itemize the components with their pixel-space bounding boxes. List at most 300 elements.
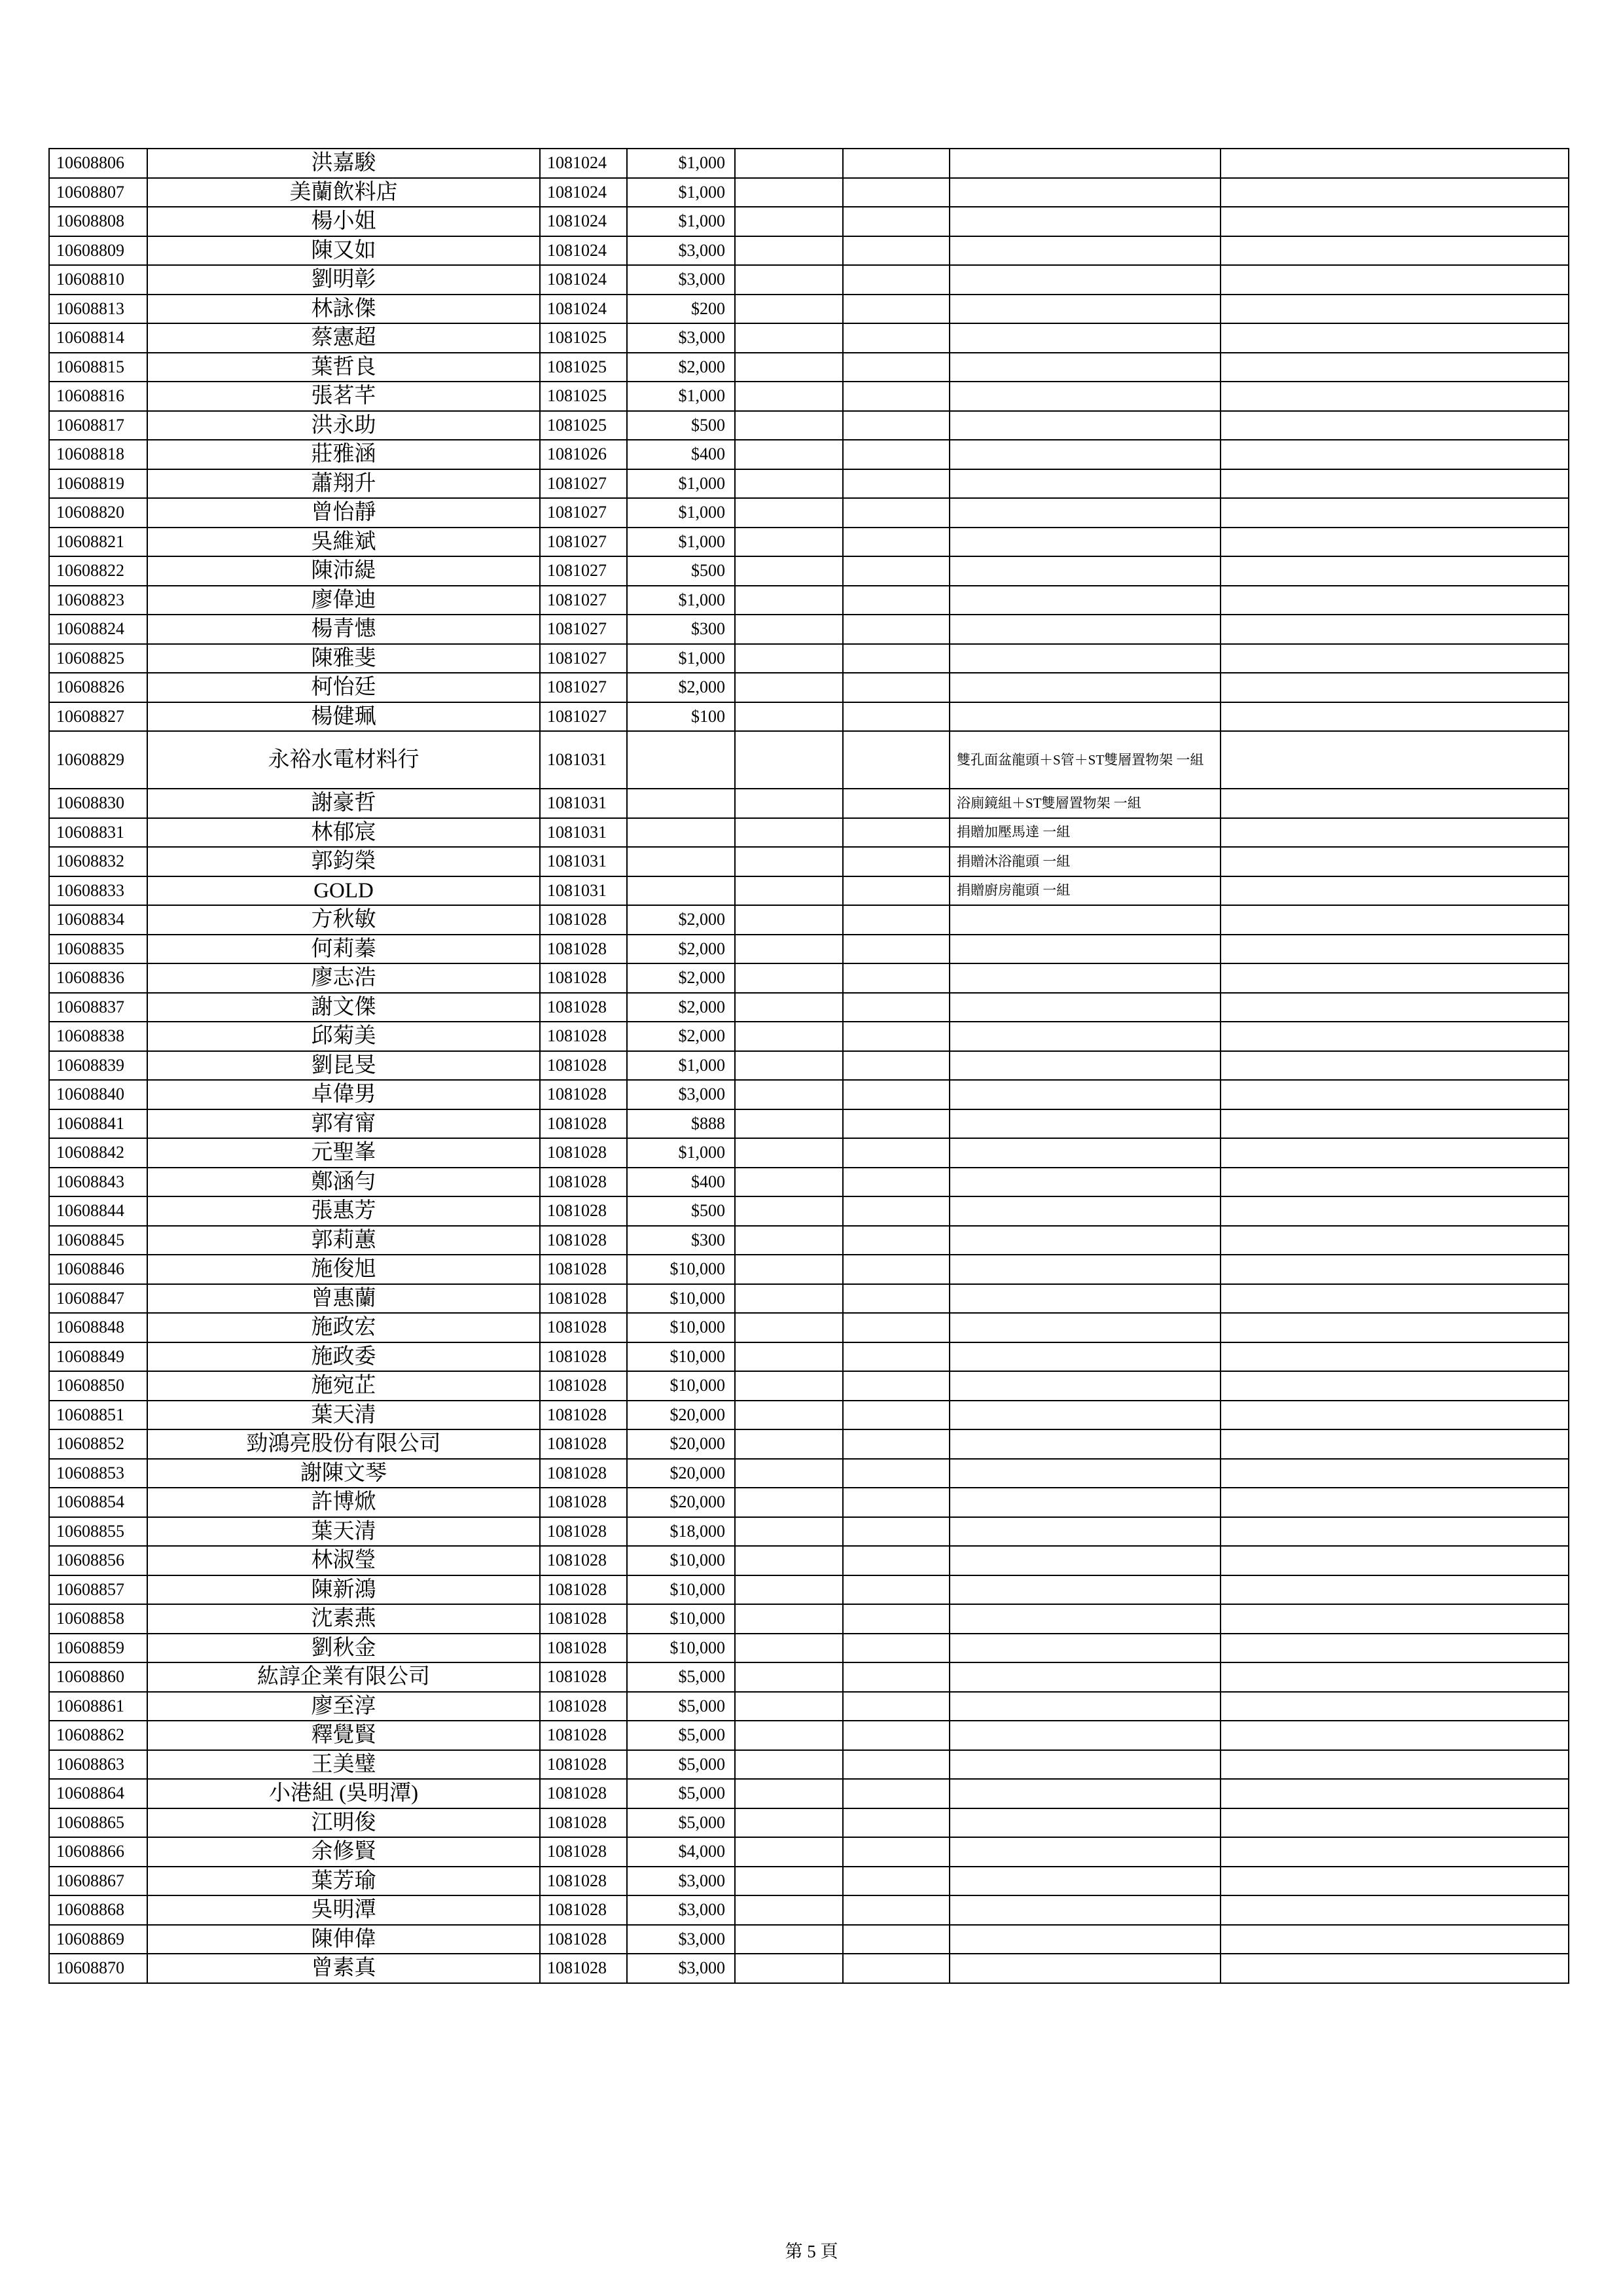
blank-cell — [843, 382, 950, 411]
table-row — [49, 586, 1569, 615]
date-cell: 1081028 — [540, 1342, 627, 1372]
blank-cell — [735, 731, 843, 789]
donor-name-cell: 林郁宸 — [147, 818, 540, 848]
receipt-number-cell: 10608858 — [49, 1604, 147, 1634]
blank-cell — [1221, 1168, 1569, 1197]
blank-cell — [1221, 818, 1569, 848]
blank-cell — [843, 265, 950, 295]
amount-cell: $1,000 — [627, 469, 735, 499]
date-cell: 1081028 — [540, 1662, 627, 1692]
receipt-number-cell: 10608864 — [49, 1779, 147, 1808]
receipt-number-cell: 10608830 — [49, 789, 147, 818]
blank-cell — [735, 1168, 843, 1197]
date-cell: 1081028 — [540, 1634, 627, 1663]
blank-cell — [1221, 498, 1569, 528]
amount-cell: $10,000 — [627, 1575, 735, 1605]
table-row — [49, 178, 1569, 207]
donor-name-cell: 張茗芊 — [147, 382, 540, 411]
date-cell: 1081028 — [540, 1255, 627, 1284]
amount-cell: $1,000 — [627, 586, 735, 615]
receipt-number-cell: 10608848 — [49, 1313, 147, 1342]
blank-cell — [735, 1517, 843, 1547]
date-cell: 1081025 — [540, 323, 627, 353]
blank-cell — [1221, 1634, 1569, 1663]
blank-cell — [1221, 295, 1569, 324]
donor-name-cell: 劉秋金 — [147, 1634, 540, 1663]
date-cell: 1081028 — [540, 1226, 627, 1255]
blank-cell — [1221, 1459, 1569, 1488]
blank-cell — [1221, 1662, 1569, 1692]
table-row — [49, 1226, 1569, 1255]
blank-cell — [735, 323, 843, 353]
donated-item-cell — [950, 323, 1221, 353]
donated-item-cell — [950, 1808, 1221, 1838]
donor-name-cell: 蔡憲超 — [147, 323, 540, 353]
blank-cell — [735, 1604, 843, 1634]
blank-cell — [735, 1954, 843, 1983]
table-row — [49, 411, 1569, 440]
blank-cell — [735, 1837, 843, 1867]
table-row — [49, 236, 1569, 266]
date-cell: 1081028 — [540, 1313, 627, 1342]
receipt-number-cell: 10608843 — [49, 1168, 147, 1197]
donor-name-cell: 楊小姐 — [147, 207, 540, 236]
donated-item-cell — [950, 1022, 1221, 1051]
date-cell: 1081025 — [540, 353, 627, 382]
blank-cell — [1221, 702, 1569, 732]
blank-cell — [1221, 963, 1569, 993]
receipt-number-cell: 10608860 — [49, 1662, 147, 1692]
receipt-number-cell: 10608841 — [49, 1109, 147, 1139]
amount-cell: $1,000 — [627, 178, 735, 207]
donor-name-cell: 廖偉迪 — [147, 586, 540, 615]
blank-cell — [843, 1371, 950, 1401]
amount-cell: $5,000 — [627, 1750, 735, 1780]
amount-cell: $2,000 — [627, 963, 735, 993]
table-row — [49, 556, 1569, 586]
receipt-number-cell: 10608861 — [49, 1692, 147, 1721]
receipt-number-cell: 10608852 — [49, 1429, 147, 1459]
receipt-number-cell: 10608857 — [49, 1575, 147, 1605]
date-cell: 1081028 — [540, 1575, 627, 1605]
date-cell: 1081028 — [540, 1779, 627, 1808]
blank-cell — [1221, 847, 1569, 876]
blank-cell — [1221, 1429, 1569, 1459]
blank-cell — [843, 615, 950, 644]
table-row — [49, 935, 1569, 964]
table-row — [49, 207, 1569, 236]
blank-cell — [735, 1401, 843, 1430]
blank-cell — [843, 1255, 950, 1284]
blank-cell — [843, 876, 950, 906]
table-row — [49, 1284, 1569, 1314]
blank-cell — [843, 731, 950, 789]
amount-cell: $2,000 — [627, 935, 735, 964]
donor-name-cell: 張惠芳 — [147, 1196, 540, 1226]
receipt-number-cell: 10608825 — [49, 644, 147, 673]
blank-cell — [1221, 1226, 1569, 1255]
blank-cell — [1221, 265, 1569, 295]
receipt-number-cell: 10608808 — [49, 207, 147, 236]
blank-cell — [1221, 1604, 1569, 1634]
blank-cell — [843, 528, 950, 557]
blank-cell — [735, 1109, 843, 1139]
blank-cell — [1221, 1750, 1569, 1780]
blank-cell — [735, 1808, 843, 1838]
date-cell: 1081028 — [540, 1284, 627, 1314]
date-cell: 1081028 — [540, 1808, 627, 1838]
donor-name-cell: 陳雅斐 — [147, 644, 540, 673]
amount-cell: $500 — [627, 411, 735, 440]
receipt-number-cell: 10608821 — [49, 528, 147, 557]
blank-cell — [1221, 586, 1569, 615]
date-cell: 1081027 — [540, 586, 627, 615]
blank-cell — [1221, 1196, 1569, 1226]
receipt-number-cell: 10608867 — [49, 1867, 147, 1896]
blank-cell — [735, 1022, 843, 1051]
blank-cell — [735, 295, 843, 324]
donor-name-cell: 元聖峯 — [147, 1138, 540, 1168]
blank-cell — [735, 673, 843, 702]
date-cell: 1081028 — [540, 1371, 627, 1401]
amount-cell: $3,000 — [627, 1080, 735, 1109]
blank-cell — [735, 586, 843, 615]
date-cell: 1081028 — [540, 1954, 627, 1983]
receipt-number-cell: 10608853 — [49, 1459, 147, 1488]
date-cell: 1081028 — [540, 1051, 627, 1081]
donated-item-cell — [950, 295, 1221, 324]
receipt-number-cell: 10608834 — [49, 905, 147, 935]
blank-cell — [735, 149, 843, 178]
blank-cell — [843, 993, 950, 1022]
table-row — [49, 1080, 1569, 1109]
amount-cell: $2,000 — [627, 1022, 735, 1051]
donated-item-cell — [950, 498, 1221, 528]
amount-cell: $10,000 — [627, 1546, 735, 1575]
table-row — [49, 1808, 1569, 1838]
blank-cell — [1221, 1138, 1569, 1168]
blank-cell — [843, 1459, 950, 1488]
receipt-number-cell: 10608819 — [49, 469, 147, 499]
table-row — [49, 265, 1569, 295]
amount-cell: $888 — [627, 1109, 735, 1139]
donor-name-cell: 廖至淳 — [147, 1692, 540, 1721]
date-cell: 1081028 — [540, 1429, 627, 1459]
blank-cell — [735, 847, 843, 876]
donor-name-cell: 陳又如 — [147, 236, 540, 266]
blank-cell — [1221, 556, 1569, 586]
donated-item-cell — [950, 1954, 1221, 1983]
blank-cell — [843, 469, 950, 499]
receipt-number-cell: 10608851 — [49, 1401, 147, 1430]
receipt-number-cell: 10608844 — [49, 1196, 147, 1226]
table-row — [49, 1313, 1569, 1342]
receipt-number-cell: 10608826 — [49, 673, 147, 702]
amount-cell: $10,000 — [627, 1255, 735, 1284]
table-row — [49, 1255, 1569, 1284]
date-cell: 1081027 — [540, 615, 627, 644]
date-cell: 1081028 — [540, 1895, 627, 1925]
amount-cell: $400 — [627, 1168, 735, 1197]
donor-name-cell: 郭宥甯 — [147, 1109, 540, 1139]
date-cell: 1081024 — [540, 295, 627, 324]
donor-name-cell: 林淑瑩 — [147, 1546, 540, 1575]
date-cell: 1081026 — [540, 440, 627, 469]
amount-cell: $3,000 — [627, 1867, 735, 1896]
blank-cell — [1221, 1080, 1569, 1109]
blank-cell — [1221, 236, 1569, 266]
donor-name-cell: 小港組 (吳明潭) — [147, 1779, 540, 1808]
donor-name-cell: 洪永助 — [147, 411, 540, 440]
amount-cell: $3,000 — [627, 265, 735, 295]
blank-cell — [843, 818, 950, 848]
date-cell: 1081024 — [540, 236, 627, 266]
date-cell: 1081031 — [540, 876, 627, 906]
donated-item-cell — [950, 1109, 1221, 1139]
blank-cell — [843, 847, 950, 876]
amount-cell: $1,000 — [627, 149, 735, 178]
donated-item-cell — [950, 1779, 1221, 1808]
receipt-number-cell: 10608807 — [49, 178, 147, 207]
date-cell: 1081027 — [540, 702, 627, 732]
receipt-number-cell: 10608822 — [49, 556, 147, 586]
date-cell: 1081028 — [540, 1604, 627, 1634]
date-cell: 1081028 — [540, 1168, 627, 1197]
amount-cell: $10,000 — [627, 1634, 735, 1663]
donor-name-cell: 美蘭飲料店 — [147, 178, 540, 207]
donor-name-cell: 陳沛緹 — [147, 556, 540, 586]
blank-cell — [843, 440, 950, 469]
table-row — [49, 818, 1569, 848]
donated-item-cell — [950, 1837, 1221, 1867]
amount-cell: $3,000 — [627, 236, 735, 266]
donor-name-cell: 曾怡靜 — [147, 498, 540, 528]
receipt-number-cell: 10608810 — [49, 265, 147, 295]
donor-name-cell: 施俊旭 — [147, 1255, 540, 1284]
donated-item-cell — [950, 1168, 1221, 1197]
donor-name-cell: 葉芳瑜 — [147, 1867, 540, 1896]
blank-cell — [1221, 993, 1569, 1022]
table-row — [49, 323, 1569, 353]
receipt-number-cell: 10608850 — [49, 1371, 147, 1401]
table-row — [49, 789, 1569, 818]
blank-cell — [843, 1721, 950, 1750]
amount-cell: $20,000 — [627, 1459, 735, 1488]
blank-cell — [735, 382, 843, 411]
date-cell: 1081027 — [540, 498, 627, 528]
blank-cell — [735, 1575, 843, 1605]
donated-item-cell: 捐贈沐浴龍頭 一組 — [950, 847, 1221, 876]
table-row — [49, 1429, 1569, 1459]
blank-cell — [735, 1255, 843, 1284]
date-cell: 1081025 — [540, 411, 627, 440]
donor-name-cell: 葉天清 — [147, 1517, 540, 1547]
receipt-number-cell: 10608847 — [49, 1284, 147, 1314]
amount-cell: $100 — [627, 702, 735, 732]
donor-name-cell: 施宛芷 — [147, 1371, 540, 1401]
table-row — [49, 528, 1569, 557]
blank-cell — [1221, 382, 1569, 411]
donated-item-cell — [950, 1721, 1221, 1750]
blank-cell — [843, 963, 950, 993]
donated-item-cell — [950, 1488, 1221, 1517]
amount-cell: $10,000 — [627, 1604, 735, 1634]
blank-cell — [1221, 876, 1569, 906]
donated-item-cell — [950, 673, 1221, 702]
blank-cell — [735, 644, 843, 673]
blank-cell — [843, 1284, 950, 1314]
receipt-number-cell: 10608832 — [49, 847, 147, 876]
amount-cell: $400 — [627, 440, 735, 469]
blank-cell — [735, 1488, 843, 1517]
blank-cell — [1221, 1488, 1569, 1517]
donated-item-cell — [950, 1429, 1221, 1459]
date-cell: 1081027 — [540, 644, 627, 673]
donated-item-cell — [950, 1138, 1221, 1168]
donor-name-cell: 楊青憓 — [147, 615, 540, 644]
donated-item-cell — [950, 1051, 1221, 1081]
donor-name-cell: 柯怡廷 — [147, 673, 540, 702]
donated-item-cell — [950, 353, 1221, 382]
amount-cell: $1,000 — [627, 528, 735, 557]
table-row — [49, 1022, 1569, 1051]
table-row — [49, 876, 1569, 906]
receipt-number-cell: 10608813 — [49, 295, 147, 324]
blank-cell — [1221, 1546, 1569, 1575]
table-row — [49, 1138, 1569, 1168]
blank-cell — [735, 469, 843, 499]
donated-item-cell — [950, 1313, 1221, 1342]
donated-item-cell — [950, 586, 1221, 615]
donor-name-cell: 吳維斌 — [147, 528, 540, 557]
amount-cell — [627, 818, 735, 848]
receipt-number-cell: 10608866 — [49, 1837, 147, 1867]
receipt-number-cell: 10608816 — [49, 382, 147, 411]
donor-name-cell: 曾惠蘭 — [147, 1284, 540, 1314]
blank-cell — [735, 615, 843, 644]
table-row — [49, 1837, 1569, 1867]
amount-cell: $500 — [627, 1196, 735, 1226]
receipt-number-cell: 10608837 — [49, 993, 147, 1022]
receipt-number-cell: 10608824 — [49, 615, 147, 644]
donated-item-cell — [950, 469, 1221, 499]
blank-cell — [1221, 1371, 1569, 1401]
date-cell: 1081024 — [540, 265, 627, 295]
donated-item-cell — [950, 1546, 1221, 1575]
table-row — [49, 702, 1569, 732]
blank-cell — [1221, 207, 1569, 236]
amount-cell: $18,000 — [627, 1517, 735, 1547]
blank-cell — [1221, 411, 1569, 440]
table-row — [49, 644, 1569, 673]
blank-cell — [843, 1895, 950, 1925]
table-row — [49, 295, 1569, 324]
blank-cell — [843, 586, 950, 615]
blank-cell — [843, 1488, 950, 1517]
amount-cell: $10,000 — [627, 1371, 735, 1401]
donated-item-cell — [950, 1371, 1221, 1401]
receipt-number-cell: 10608845 — [49, 1226, 147, 1255]
blank-cell — [1221, 1575, 1569, 1605]
blank-cell — [1221, 905, 1569, 935]
blank-cell — [1221, 528, 1569, 557]
blank-cell — [843, 1634, 950, 1663]
donor-name-cell: 何莉蓁 — [147, 935, 540, 964]
date-cell: 1081024 — [540, 149, 627, 178]
amount-cell: $5,000 — [627, 1662, 735, 1692]
donated-item-cell — [950, 382, 1221, 411]
blank-cell — [843, 1779, 950, 1808]
amount-cell: $1,000 — [627, 1138, 735, 1168]
blank-cell — [1221, 178, 1569, 207]
blank-cell — [843, 1109, 950, 1139]
blank-cell — [843, 1022, 950, 1051]
donated-item-cell — [950, 963, 1221, 993]
donor-name-cell: 勁鴻亮股份有限公司 — [147, 1429, 540, 1459]
blank-cell — [1221, 323, 1569, 353]
blank-cell — [735, 353, 843, 382]
donor-name-cell: 葉天清 — [147, 1401, 540, 1430]
blank-cell — [1221, 1109, 1569, 1139]
receipt-number-cell: 10608862 — [49, 1721, 147, 1750]
date-cell: 1081025 — [540, 382, 627, 411]
donated-item-cell — [950, 1604, 1221, 1634]
blank-cell — [735, 1080, 843, 1109]
date-cell: 1081028 — [540, 1692, 627, 1721]
blank-cell — [735, 1662, 843, 1692]
receipt-number-cell: 10608854 — [49, 1488, 147, 1517]
blank-cell — [735, 1867, 843, 1896]
date-cell: 1081027 — [540, 556, 627, 586]
amount-cell: $1,000 — [627, 644, 735, 673]
blank-cell — [1221, 1954, 1569, 1983]
amount-cell: $1,000 — [627, 1051, 735, 1081]
receipt-number-cell: 10608814 — [49, 323, 147, 353]
date-cell: 1081028 — [540, 1109, 627, 1139]
donor-name-cell: 邱菊美 — [147, 1022, 540, 1051]
table-row — [49, 615, 1569, 644]
blank-cell — [1221, 1313, 1569, 1342]
blank-cell — [735, 702, 843, 732]
table-row — [49, 1925, 1569, 1954]
blank-cell — [735, 905, 843, 935]
table-row — [49, 1662, 1569, 1692]
receipt-number-cell: 10608809 — [49, 236, 147, 266]
blank-cell — [843, 1342, 950, 1372]
donated-item-cell — [950, 1284, 1221, 1314]
date-cell: 1081028 — [540, 1401, 627, 1430]
date-cell: 1081027 — [540, 673, 627, 702]
donor-name-cell: 王美璧 — [147, 1750, 540, 1780]
date-cell: 1081028 — [540, 1138, 627, 1168]
blank-cell — [735, 1429, 843, 1459]
donated-item-cell — [950, 149, 1221, 178]
table-row — [49, 1895, 1569, 1925]
receipt-number-cell: 10608823 — [49, 586, 147, 615]
donor-name-cell: 許博焮 — [147, 1488, 540, 1517]
table-row — [49, 1721, 1569, 1750]
blank-cell — [843, 411, 950, 440]
blank-cell — [1221, 731, 1569, 789]
table-row — [49, 1575, 1569, 1605]
receipt-number-cell: 10608840 — [49, 1080, 147, 1109]
date-cell: 1081028 — [540, 1925, 627, 1954]
receipt-number-cell: 10608818 — [49, 440, 147, 469]
donor-name-cell: GOLD — [147, 876, 540, 906]
donor-name-cell: 江明俊 — [147, 1808, 540, 1838]
amount-cell — [627, 731, 735, 789]
blank-cell — [1221, 1284, 1569, 1314]
